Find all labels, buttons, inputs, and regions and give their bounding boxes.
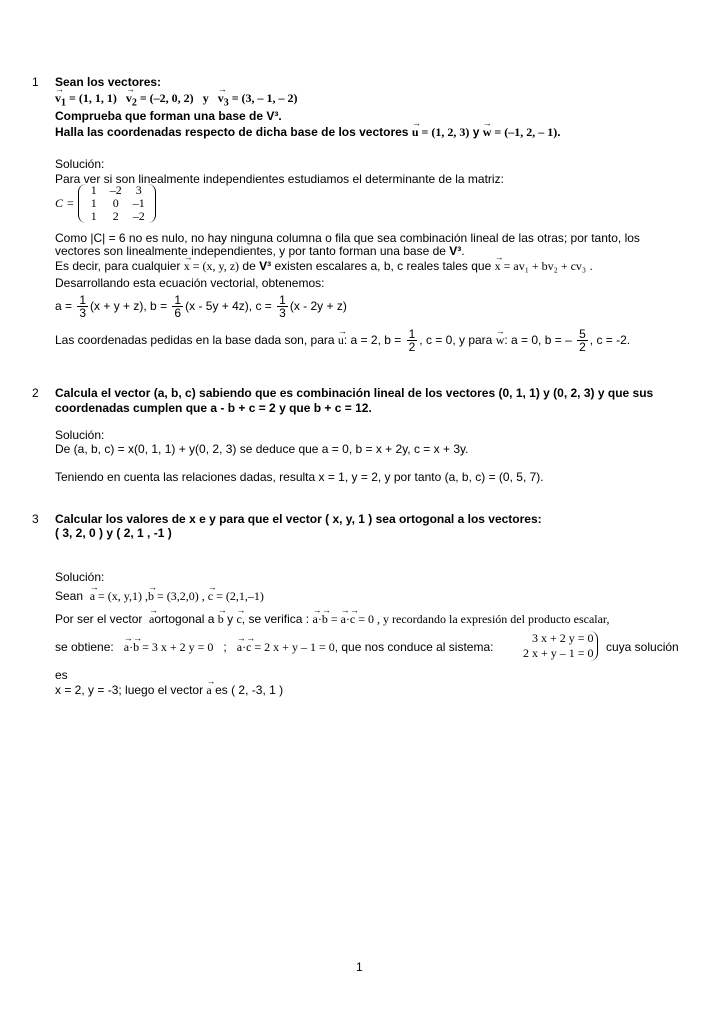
problem-3-es: es bbox=[55, 668, 68, 682]
matrix-c: C = 1 –2 3 1 0 –1 1 2 –2 bbox=[55, 184, 156, 223]
problem-2-de: De (a, b, c) = x(0, 1, 1) + y(0, 2, 3) se deduce que a = 0, b = x + 2y, c = x + 3y. bbox=[55, 442, 469, 456]
problem-1-check: Comprueba que forman una base de V³. bbox=[55, 109, 282, 123]
problem-2-solution-label: Solución: bbox=[55, 428, 105, 442]
problem-3-number: 3 bbox=[32, 512, 39, 526]
problem-2-number: 2 bbox=[32, 386, 39, 400]
problem-3-final: x = 2, y = -3; luego el vector → a es ( 2, -3, 1 ) bbox=[55, 683, 283, 698]
w-symbol: → w bbox=[483, 125, 492, 140]
problem-2-title-line1: Calcula el vector (a, b, c) sabiendo que es combinación lineal de los vectores (0, 1, 1) y (0, 2, 3) y que sus bbox=[55, 386, 654, 400]
problem-1-number: 1 bbox=[32, 75, 39, 89]
problem-1-vectors: → $v_1 = (1$, 1, $1) \to v_2 = (-2$, 0, 2) $y \to v_3 = (3$, – 1, – 2) bbox=[55, 91, 298, 110]
problem-2-title-line2: coordenadas cumplen que a - b + c = 2 y que b + c = 12. bbox=[55, 401, 372, 415]
problem-1-title: Sean los vectores: bbox=[55, 75, 162, 89]
problem-3-title-line1: Calcular los valores de x e y para que el vector ( x, y, 1 ) sea ortogonal a los vectores: bbox=[55, 512, 542, 526]
problem-3-sean: Sean → a = (x, y,1) ,→ b = (3,2,0) , → c = (2,1,–1) bbox=[55, 589, 264, 604]
problem-1-solution-label: Solución: bbox=[55, 157, 105, 171]
problem-2-teniendo: Teniendo en cuenta las relaciones dadas, resulta x = 1, y = 2, y por tanto (a, b, c) = (0, 5, 7). bbox=[55, 470, 544, 484]
v3-symbol: → v bbox=[218, 91, 224, 106]
problem-1-desarrollando: Desarrollando esta ecuación vectorial, obtenemos: bbox=[55, 276, 325, 290]
problem-1-solution-formulas: a = $\frac{1}{3}$ (x + y + z), b = $\frac{1}{6}$ (x - 5y + 4z), c = $\frac{1}{3}$ (x - 2y + z) bbox=[55, 293, 347, 321]
page-number: 1 bbox=[356, 960, 363, 974]
problem-1-coordinates: Las coordenadas pedidas en la base dada son, para → u: a = 2, b = $\frac{1}{2}$ , c = 0, y para → w: a = 0, b = – $\frac{5}{2}$ , c = -2. bbox=[55, 326, 630, 354]
v1-symbol: → v bbox=[55, 91, 61, 106]
problem-1-como-line1: Como |C| = 6 no es nulo, no hay ninguna columna o fila que sea combinación lineal de las otras; por tanto, los bbox=[55, 231, 640, 245]
problem-1-como-line2: vectores son linealmente independientes, y por tanto forman una base de V³. bbox=[55, 244, 465, 258]
v2-symbol: → v bbox=[126, 91, 132, 106]
problem-3-title-line2: ( 3, 2, 0 ) y ( 2, 1 , -1 ) bbox=[55, 526, 172, 540]
problem-1-intro: Para ver si son linealmente independientes estudiamos el determinante de la matriz: bbox=[55, 172, 504, 186]
problem-3-solution-label: Solución: bbox=[55, 570, 105, 584]
problem-1-halla: Halla las coordenadas respecto de dicha base de los vectores → u = (1, 2, 3) y → w = (–1, 2, – 1). bbox=[55, 125, 561, 140]
problem-1-es-decir: Es decir, para cualquier → x = (x, y, z) de V³ existen escalares a, b, c reales tales que → x = av₁ + bv₂ + cv₃ . bbox=[55, 259, 593, 274]
problem-3-se-obtiene: se obtiene: → a·→ b = 3 x + 2 y = 0 ; → a·→ c = 2 x + y – 1 = 0, que nos conduce al sistema: bbox=[55, 640, 493, 655]
problem-3-por-ser: Por ser el vector → aortogonal a → b y → c, se verifica : → a·→ b = → a·→ c = 0 , y recordando la expresión del producto escalar, bbox=[55, 612, 609, 627]
u-symbol: → u bbox=[412, 125, 419, 140]
matrix-grid: 1 –2 3 1 0 –1 1 2 –2 bbox=[78, 184, 156, 223]
problem-3-cuya: cuya solución bbox=[606, 640, 679, 654]
equation-system: 3 x + 2 y = 0 2 x + y – 1 = 0 bbox=[523, 631, 598, 661]
